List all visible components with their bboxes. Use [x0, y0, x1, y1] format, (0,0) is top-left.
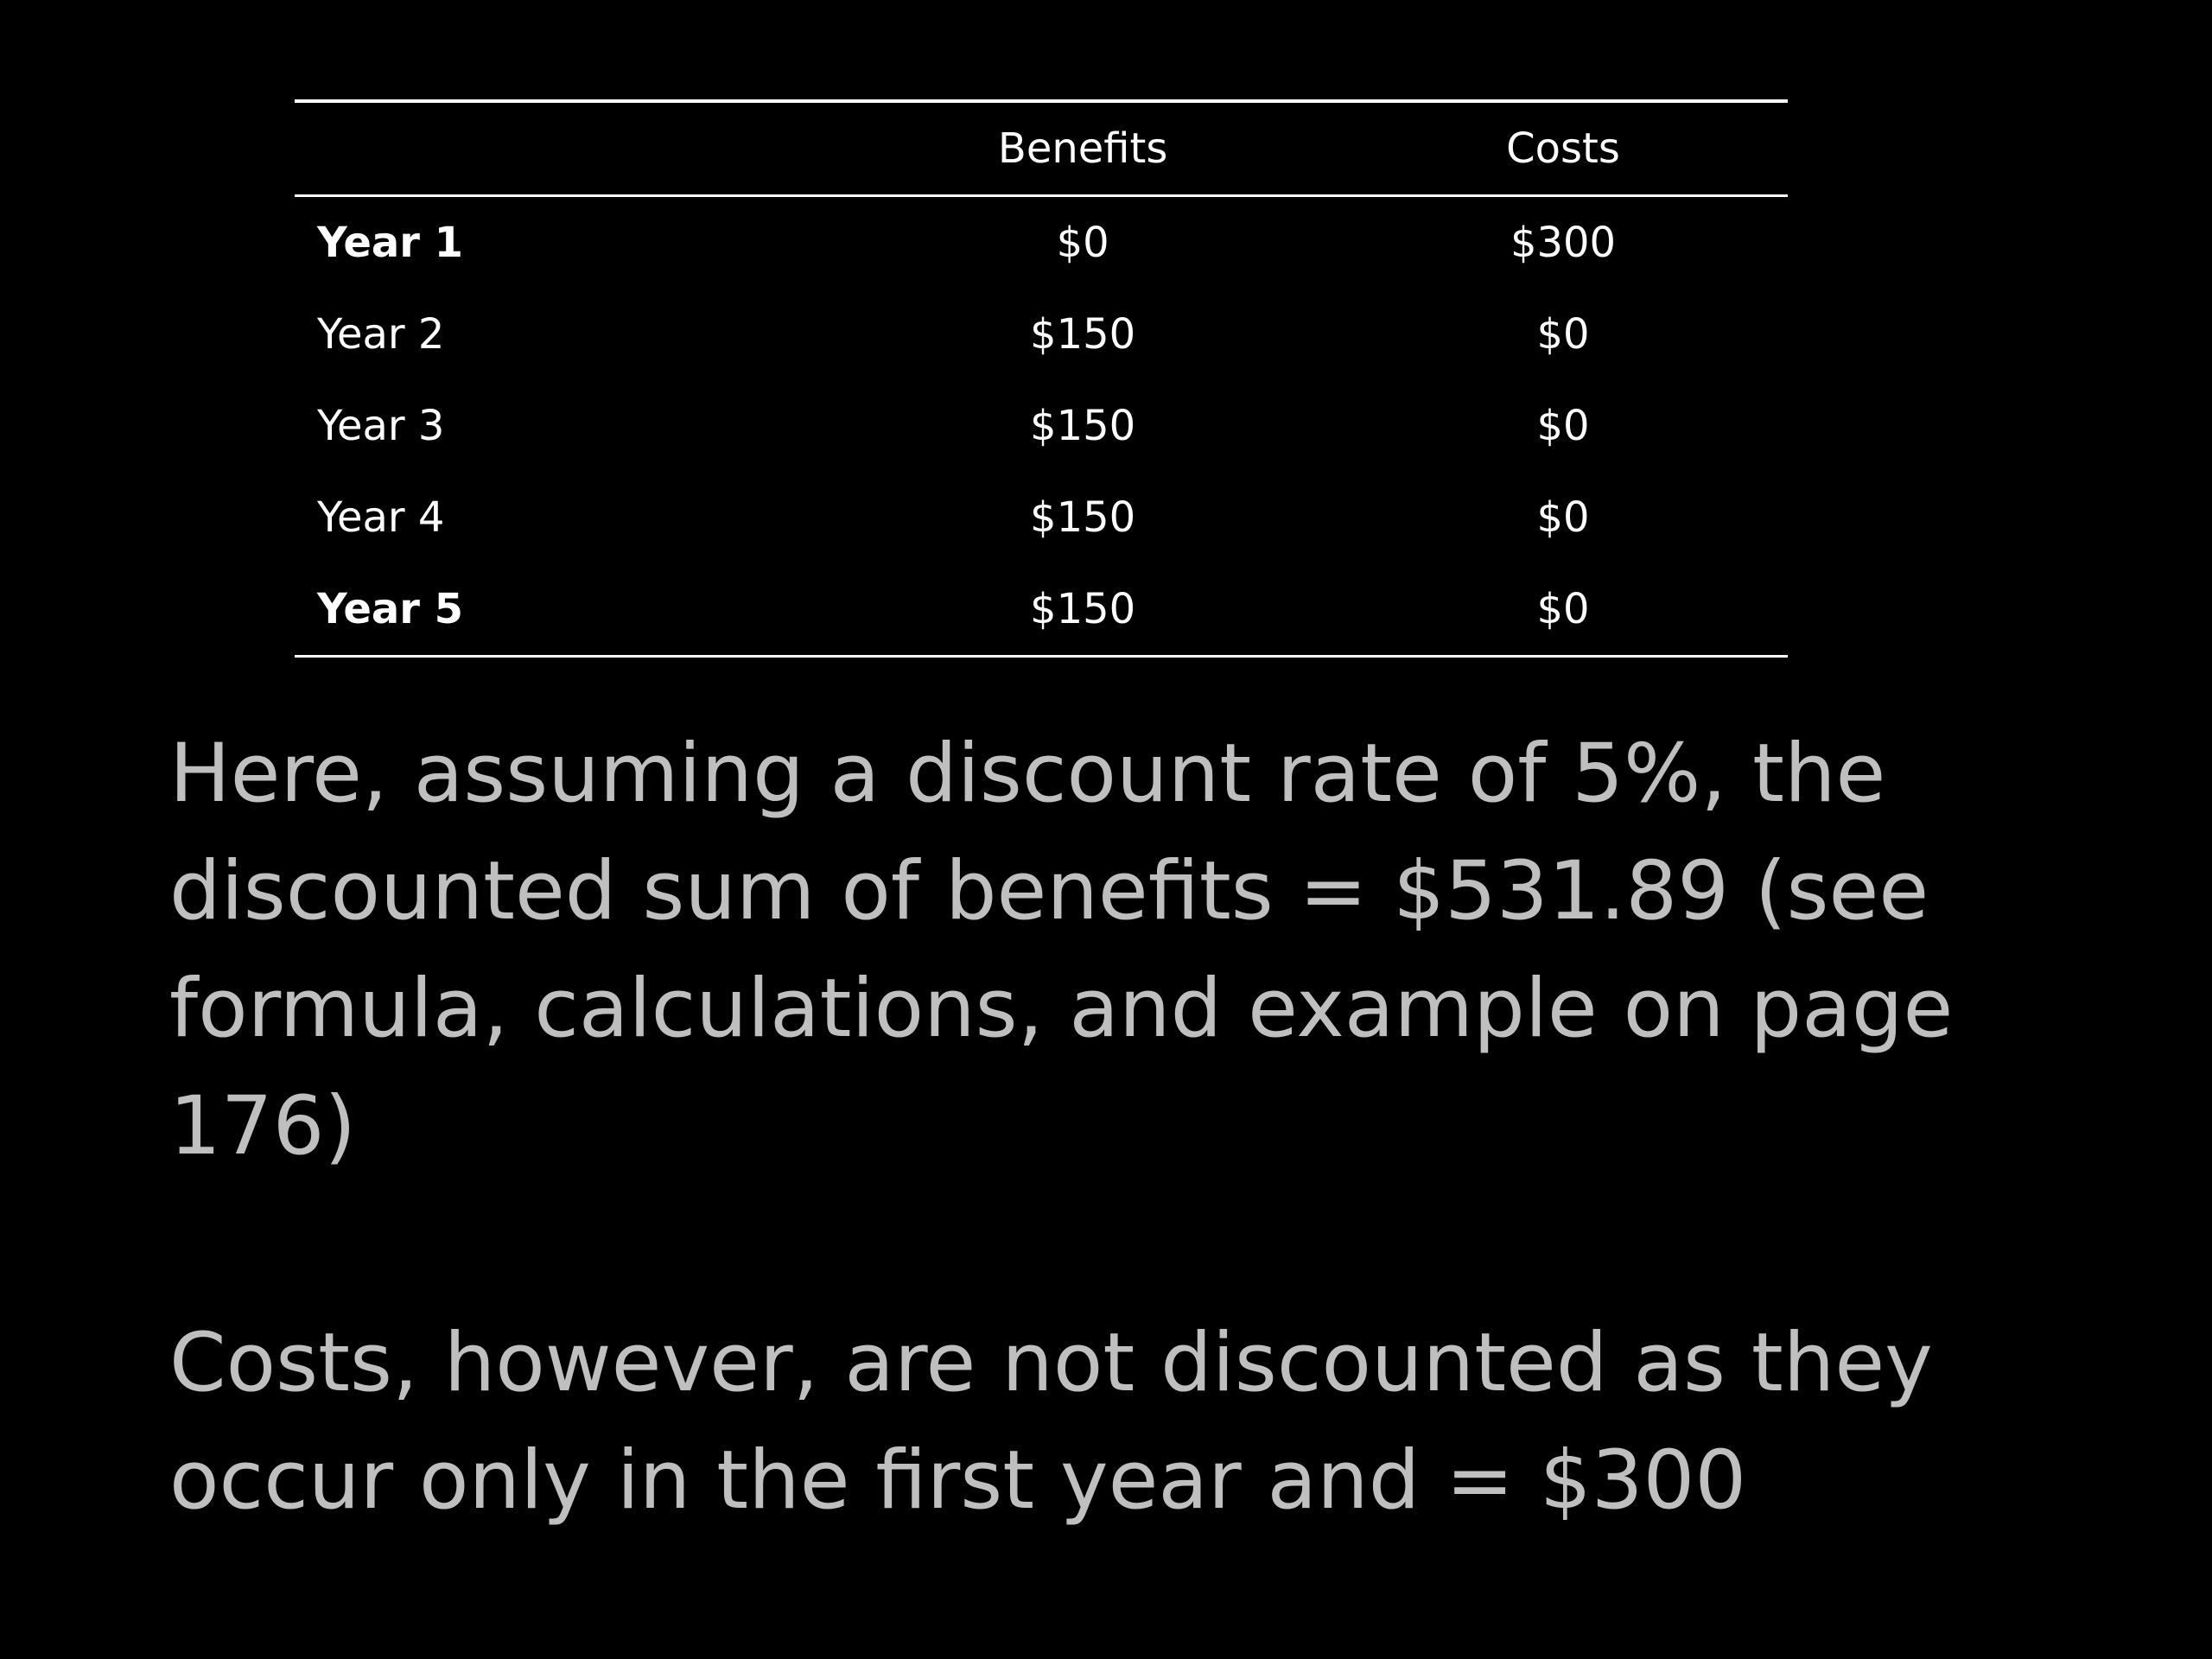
benefits-costs-table — [295, 99, 1788, 658]
discounted-benefits-paragraph: Here, assuming a discount rate of 5%, the discounted sum of benefits = $531.89 (see formula, calculations, and example on page 176) — [169, 727, 1954, 1173]
benefits-costs-table-container — [295, 99, 1788, 658]
costs-paragraph: Costs, however, are not discounted as they occur only in the first year and = $300 — [169, 1316, 1933, 1528]
costs-value: $0 — [1536, 310, 1590, 359]
table-header-row — [295, 101, 1788, 196]
row-label: Year 1 — [317, 219, 464, 267]
row-label: Year 2 — [317, 310, 445, 359]
table-row — [295, 563, 1788, 657]
benefits-value: $0 — [1056, 219, 1109, 267]
costs-value: $0 — [1536, 402, 1590, 450]
benefits-value: $150 — [1030, 585, 1136, 633]
header-empty — [295, 101, 827, 196]
row-label: Year 4 — [317, 493, 445, 542]
costs-value: $0 — [1536, 585, 1590, 633]
table-row — [295, 196, 1788, 289]
row-label: Year 3 — [317, 402, 445, 450]
row-label: Year 5 — [317, 585, 464, 633]
header-benefits: Benefits — [997, 124, 1168, 173]
table-row — [295, 472, 1788, 563]
table-row — [295, 289, 1788, 380]
benefits-value: $150 — [1030, 402, 1136, 450]
benefits-value: $150 — [1030, 310, 1136, 359]
costs-value: $300 — [1510, 219, 1617, 267]
header-costs: Costs — [1506, 124, 1620, 173]
benefits-value: $150 — [1030, 493, 1136, 542]
table-row — [295, 380, 1788, 472]
costs-value: $0 — [1536, 493, 1590, 542]
